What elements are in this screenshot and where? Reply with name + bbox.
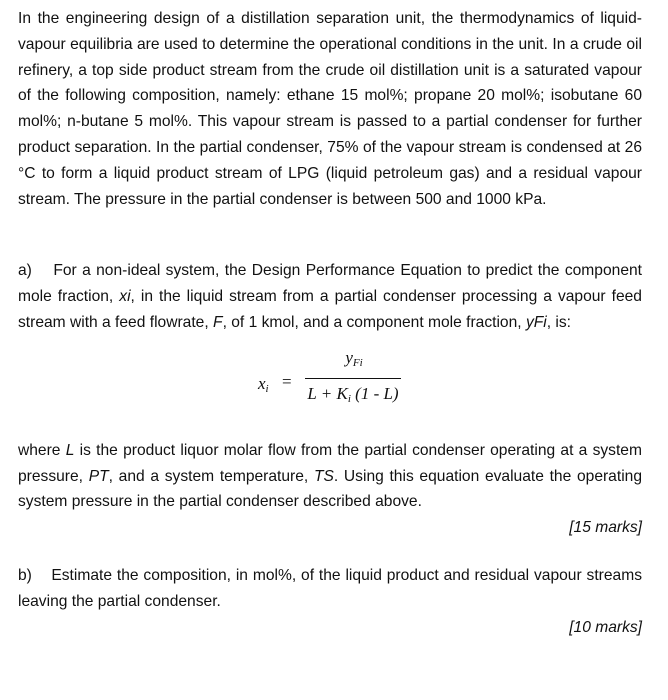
var-L: L	[65, 441, 75, 459]
question-b-paragraph	[18, 563, 642, 615]
equation-denominator: L + Ki (1 - L)	[307, 383, 399, 405]
equation-numerator: yFi	[345, 347, 363, 369]
document-page	[18, 6, 642, 640]
intro-paragraph: In the engineering design of a distillation separation unit, the thermodynamics of liquid-vapour equilibria are used to determine the operational conditions in the unit. In a crude oil refinery, a top side product stream from the crude oil distillation unit is a saturated vapour of the following composition, namely: ethane 15 mol%; propane 20 mol%; isobutane 60 mol%; n-butane 5 mol%. This vapour stream is passed to a partial condenser for further product separation. In the partial condenser, 75% of the vapour stream is condensed at 26 °C to form a liquid product stream of LPG (liquid petroleum gas) and a residual vapour stream. The pressure in the partial condenser is between 500 and 1000 kPa.	[18, 10, 642, 208]
equation-lhs: xi	[258, 373, 269, 395]
var-yFi: yFi	[525, 313, 547, 331]
question-a-text-2: , in the liquid stream from a partial condenser processing a vapour feed stream with a feed flowrate,	[18, 288, 642, 331]
question-a-paragraph	[18, 258, 642, 335]
question-b-text: Estimate the composition, in mol%, of the liquid product and residual vapour streams leaving the partial condenser.	[18, 566, 642, 610]
question-a-marks: [15 marks]	[569, 519, 642, 537]
question-b-label: b)	[18, 566, 32, 584]
question-a-label: a)	[18, 262, 32, 280]
equation-fraction-bar	[305, 378, 401, 379]
design-performance-equation	[18, 344, 642, 428]
var-F: F	[213, 313, 223, 331]
question-a-text-3: , of 1 kmol, and a component mole fraction,	[222, 313, 522, 331]
question-a-text-4: , is:	[546, 313, 572, 331]
question-a-text-1: For a non-ideal system, the Design Performance Equation to predict the component mole fraction,	[18, 262, 642, 306]
equation-equals: =	[282, 371, 292, 391]
var-xi: xi	[119, 288, 131, 306]
var-PT: PT	[88, 467, 109, 485]
question-a-where-paragraph: where L is the product liquor molar flow from the partial condenser operating at a system pressure, PT, and a system temperature, TS. Using this equation evaluate the operating system pressure in the partial condenser described above.	[18, 441, 642, 511]
var-TS: TS	[313, 467, 334, 485]
question-b-marks: [10 marks]	[569, 618, 642, 636]
